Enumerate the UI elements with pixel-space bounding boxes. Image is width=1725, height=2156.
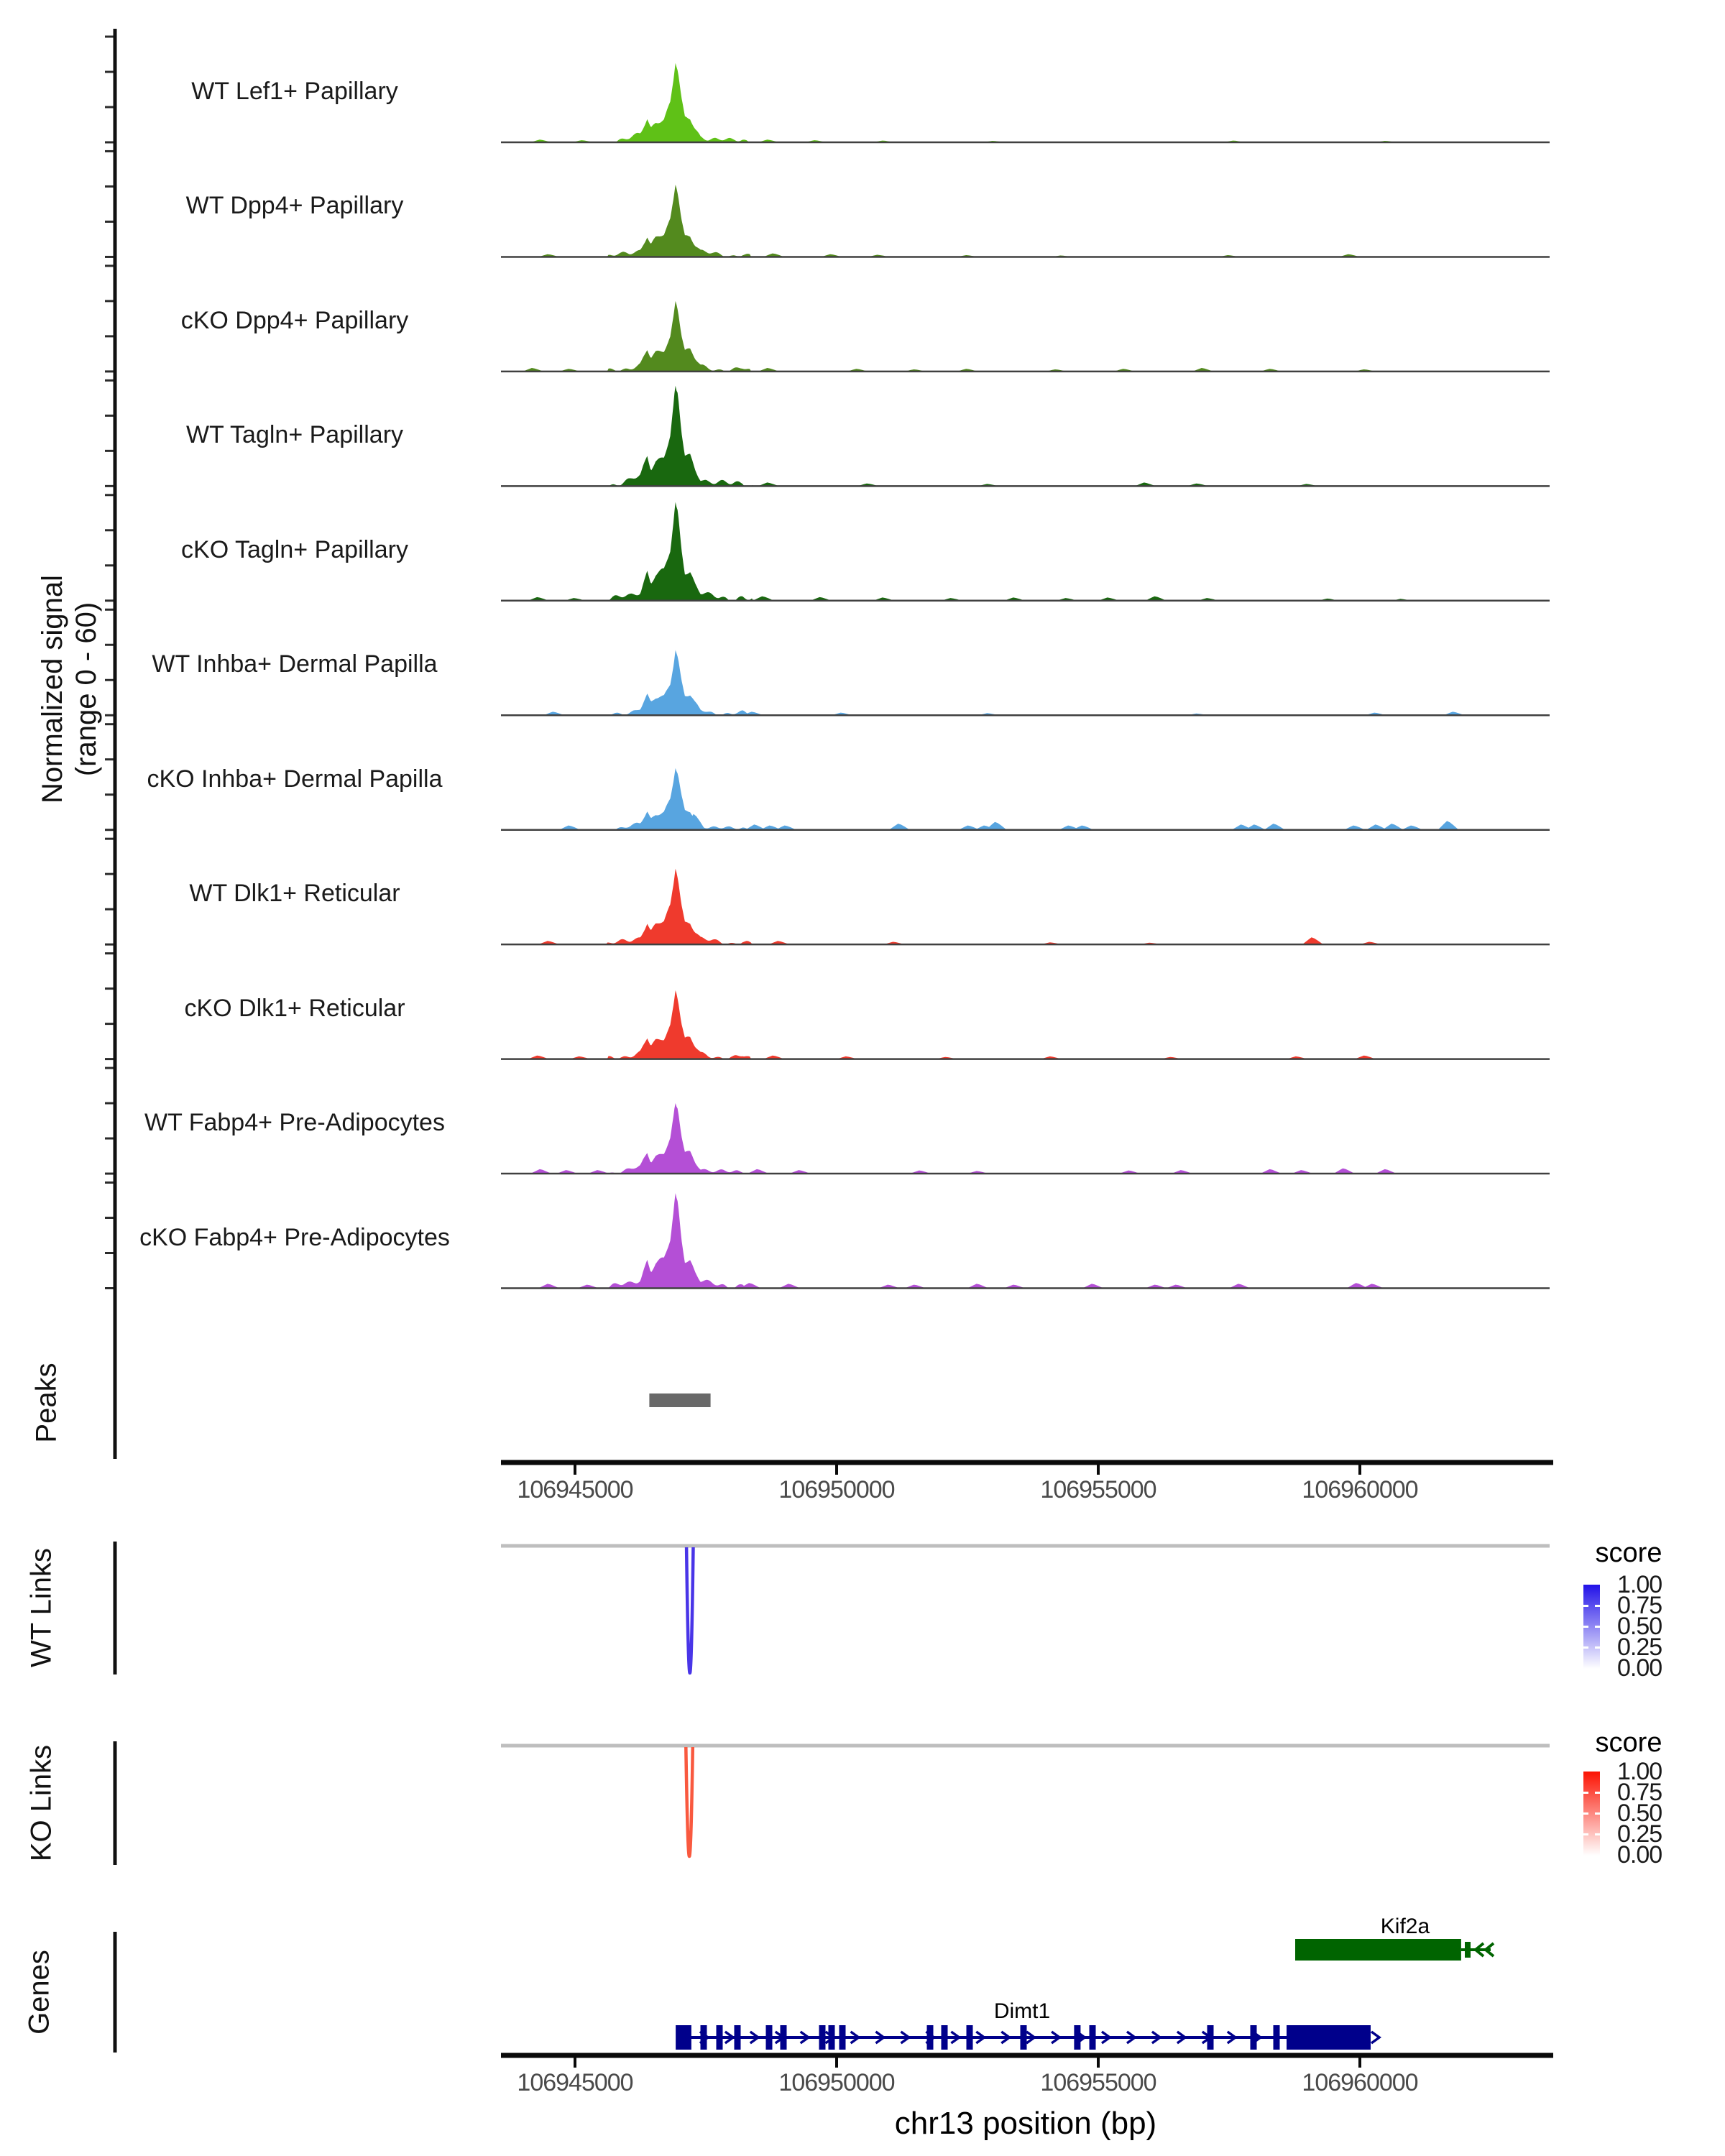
coverage-bump (1438, 821, 1459, 829)
gene-dimt1-exon (766, 2025, 773, 2050)
coverage-area-5 (601, 650, 758, 716)
ko-legend-labels (1617, 1758, 1662, 1869)
wt-legend-label-100: 1.00 (1617, 1571, 1662, 1598)
gene-dimt1-exon (1274, 2025, 1280, 2050)
peaks-track-label: Peaks (30, 1363, 63, 1443)
coverage-area-9 (601, 1103, 758, 1174)
wt-legend-gradient-bar (1583, 1585, 1600, 1669)
track-label-wt-dlk1-reticular: WT Dlk1+ Reticular (189, 880, 400, 907)
legend-quarter-tick (1583, 1792, 1588, 1794)
track-label-cko-inhba-dp: cKO Inhba+ Dermal Papilla (147, 765, 443, 793)
gene-dimt1-exon (942, 2025, 948, 2050)
axis2-tick-106950000: 106950000 (778, 2069, 895, 2096)
gene-dimt1-exon (840, 2025, 846, 2050)
axis2-tick-106955000: 106955000 (1040, 2069, 1156, 2096)
legend-quarter-tick (1583, 1646, 1588, 1649)
ko-legend-label-100: 1.00 (1617, 1758, 1662, 1785)
link-arc-1 (686, 1747, 693, 1856)
gene-dimt1-exon (967, 2025, 973, 2050)
gene-dimt1-exon (829, 2025, 835, 2050)
axis2-tick-106945000: 106945000 (517, 2069, 633, 2096)
coverage-area-7 (601, 869, 758, 944)
coverage-area-8 (601, 990, 758, 1059)
wt-legend-title: score (1595, 1538, 1662, 1568)
legend-quarter-tick (1595, 1626, 1600, 1628)
gene-dimt1-exon (1021, 2025, 1027, 2050)
axis1-tick-106950000: 106950000 (778, 1476, 895, 1503)
track-label-cko-fabp4-preadip: cKO Fabp4+ Pre-Adipocytes (139, 1224, 450, 1251)
coverage-area-6 (601, 768, 758, 830)
genes-track-label: Genes (23, 1950, 55, 2035)
track-label-wt-dpp4-papillary: WT Dpp4+ Papillary (185, 192, 404, 219)
wt-links-track-label: WT Links (25, 1548, 58, 1667)
ko-legend-title: score (1595, 1728, 1662, 1758)
axis1-tick-106955000: 106955000 (1040, 1476, 1156, 1503)
axis1-tick-106945000: 106945000 (517, 1476, 633, 1503)
track-label-wt-lef1-papillary: WT Lef1+ Papillary (191, 78, 398, 105)
gene-dimt1-exon (781, 2025, 787, 2050)
wt-legend-labels (1617, 1571, 1662, 1682)
wt-legend-label-050: 0.50 (1617, 1612, 1662, 1640)
track-label-cko-dlk1-reticular: cKO Dlk1+ Reticular (184, 995, 405, 1022)
gene-kif2a-body (1295, 1939, 1461, 1961)
legend-quarter-tick (1583, 1626, 1588, 1628)
gene-dimt1-exon (927, 2025, 934, 2050)
link-arc-0 (686, 1547, 693, 1673)
coverage-area-3 (601, 386, 758, 487)
legend-quarter-tick (1583, 1605, 1588, 1607)
coverage-area-10 (601, 1193, 758, 1288)
legend-quarter-tick (1583, 1833, 1588, 1835)
wt-legend-label-000: 0.00 (1617, 1654, 1662, 1682)
coverage-bump (986, 822, 1007, 830)
coverage-area-1 (601, 185, 758, 257)
coverage-bump (1382, 824, 1403, 830)
gene-label-kif2a: Kif2a (1380, 1915, 1430, 1938)
coverage-bump (889, 824, 910, 830)
ko-legend-label-075: 0.75 (1617, 1778, 1662, 1806)
track-label-cko-dpp4-papillary: cKO Dpp4+ Papillary (180, 307, 409, 334)
gene-dimt1-exon (819, 2025, 826, 2050)
gene-dimt1-exon (717, 2025, 723, 2050)
ko-legend-label-000: 0.00 (1617, 1841, 1662, 1869)
legend-quarter-tick (1595, 1646, 1600, 1649)
legend-quarter-tick (1583, 1812, 1588, 1815)
peak-region-rect (649, 1393, 710, 1407)
track-label-wt-fabp4-preadip: WT Fabp4+ Pre-Adipocytes (144, 1109, 445, 1136)
track-label-cko-tagln-papillary: cKO Tagln+ Papillary (181, 536, 408, 563)
axis2-tick-106960000: 106960000 (1302, 2069, 1418, 2096)
wt-legend-label-025: 0.25 (1617, 1633, 1662, 1661)
legend-quarter-tick (1595, 1792, 1600, 1794)
x-axis-title: chr13 position (bp) (894, 2106, 1157, 2141)
legend-quarter-tick (1595, 1812, 1600, 1815)
gene-kif2a-exon (1465, 1942, 1471, 1958)
coverage-bump (1302, 937, 1323, 944)
coverage-area-0 (601, 63, 758, 142)
coverage-bump (1264, 824, 1285, 830)
coverage-area-2 (601, 301, 758, 372)
gene-dimt1-exon (1251, 2025, 1257, 2050)
ko-legend-label-050: 0.50 (1617, 1799, 1662, 1827)
gene-dimt1-exon (701, 2025, 707, 2050)
gene-dimt1-exon (1208, 2025, 1214, 2050)
legend-quarter-tick (1595, 1605, 1600, 1607)
axis1-tick-106960000: 106960000 (1302, 1476, 1418, 1503)
gene-label-dimt1: Dimt1 (993, 1999, 1051, 2023)
gene-dimt1-terminal-exon (1287, 2025, 1371, 2050)
gene-dimt1-exon (735, 2025, 741, 2050)
gene-dimt1-exon (676, 2025, 691, 2050)
track-label-wt-tagln-papillary: WT Tagln+ Papillary (185, 421, 404, 448)
coverage-area-4 (601, 502, 758, 601)
track-label-wt-inhba-dp: WT Inhba+ Dermal Papilla (152, 650, 438, 678)
gene-dimt1-exon (1090, 2025, 1096, 2050)
gene-dimt1-exon (1074, 2025, 1080, 2050)
wt-legend-label-075: 0.75 (1617, 1591, 1662, 1619)
ko-legend-gradient-bar (1583, 1772, 1600, 1856)
gene-dimt1-strand-arrow (1371, 2032, 1379, 2043)
y-axis-title: Normalized signal (range 0 - 60) (37, 575, 102, 803)
ko-links-track-label: KO Links (25, 1744, 58, 1862)
legend-quarter-tick (1595, 1833, 1600, 1835)
ko-legend-label-025: 0.25 (1617, 1820, 1662, 1848)
